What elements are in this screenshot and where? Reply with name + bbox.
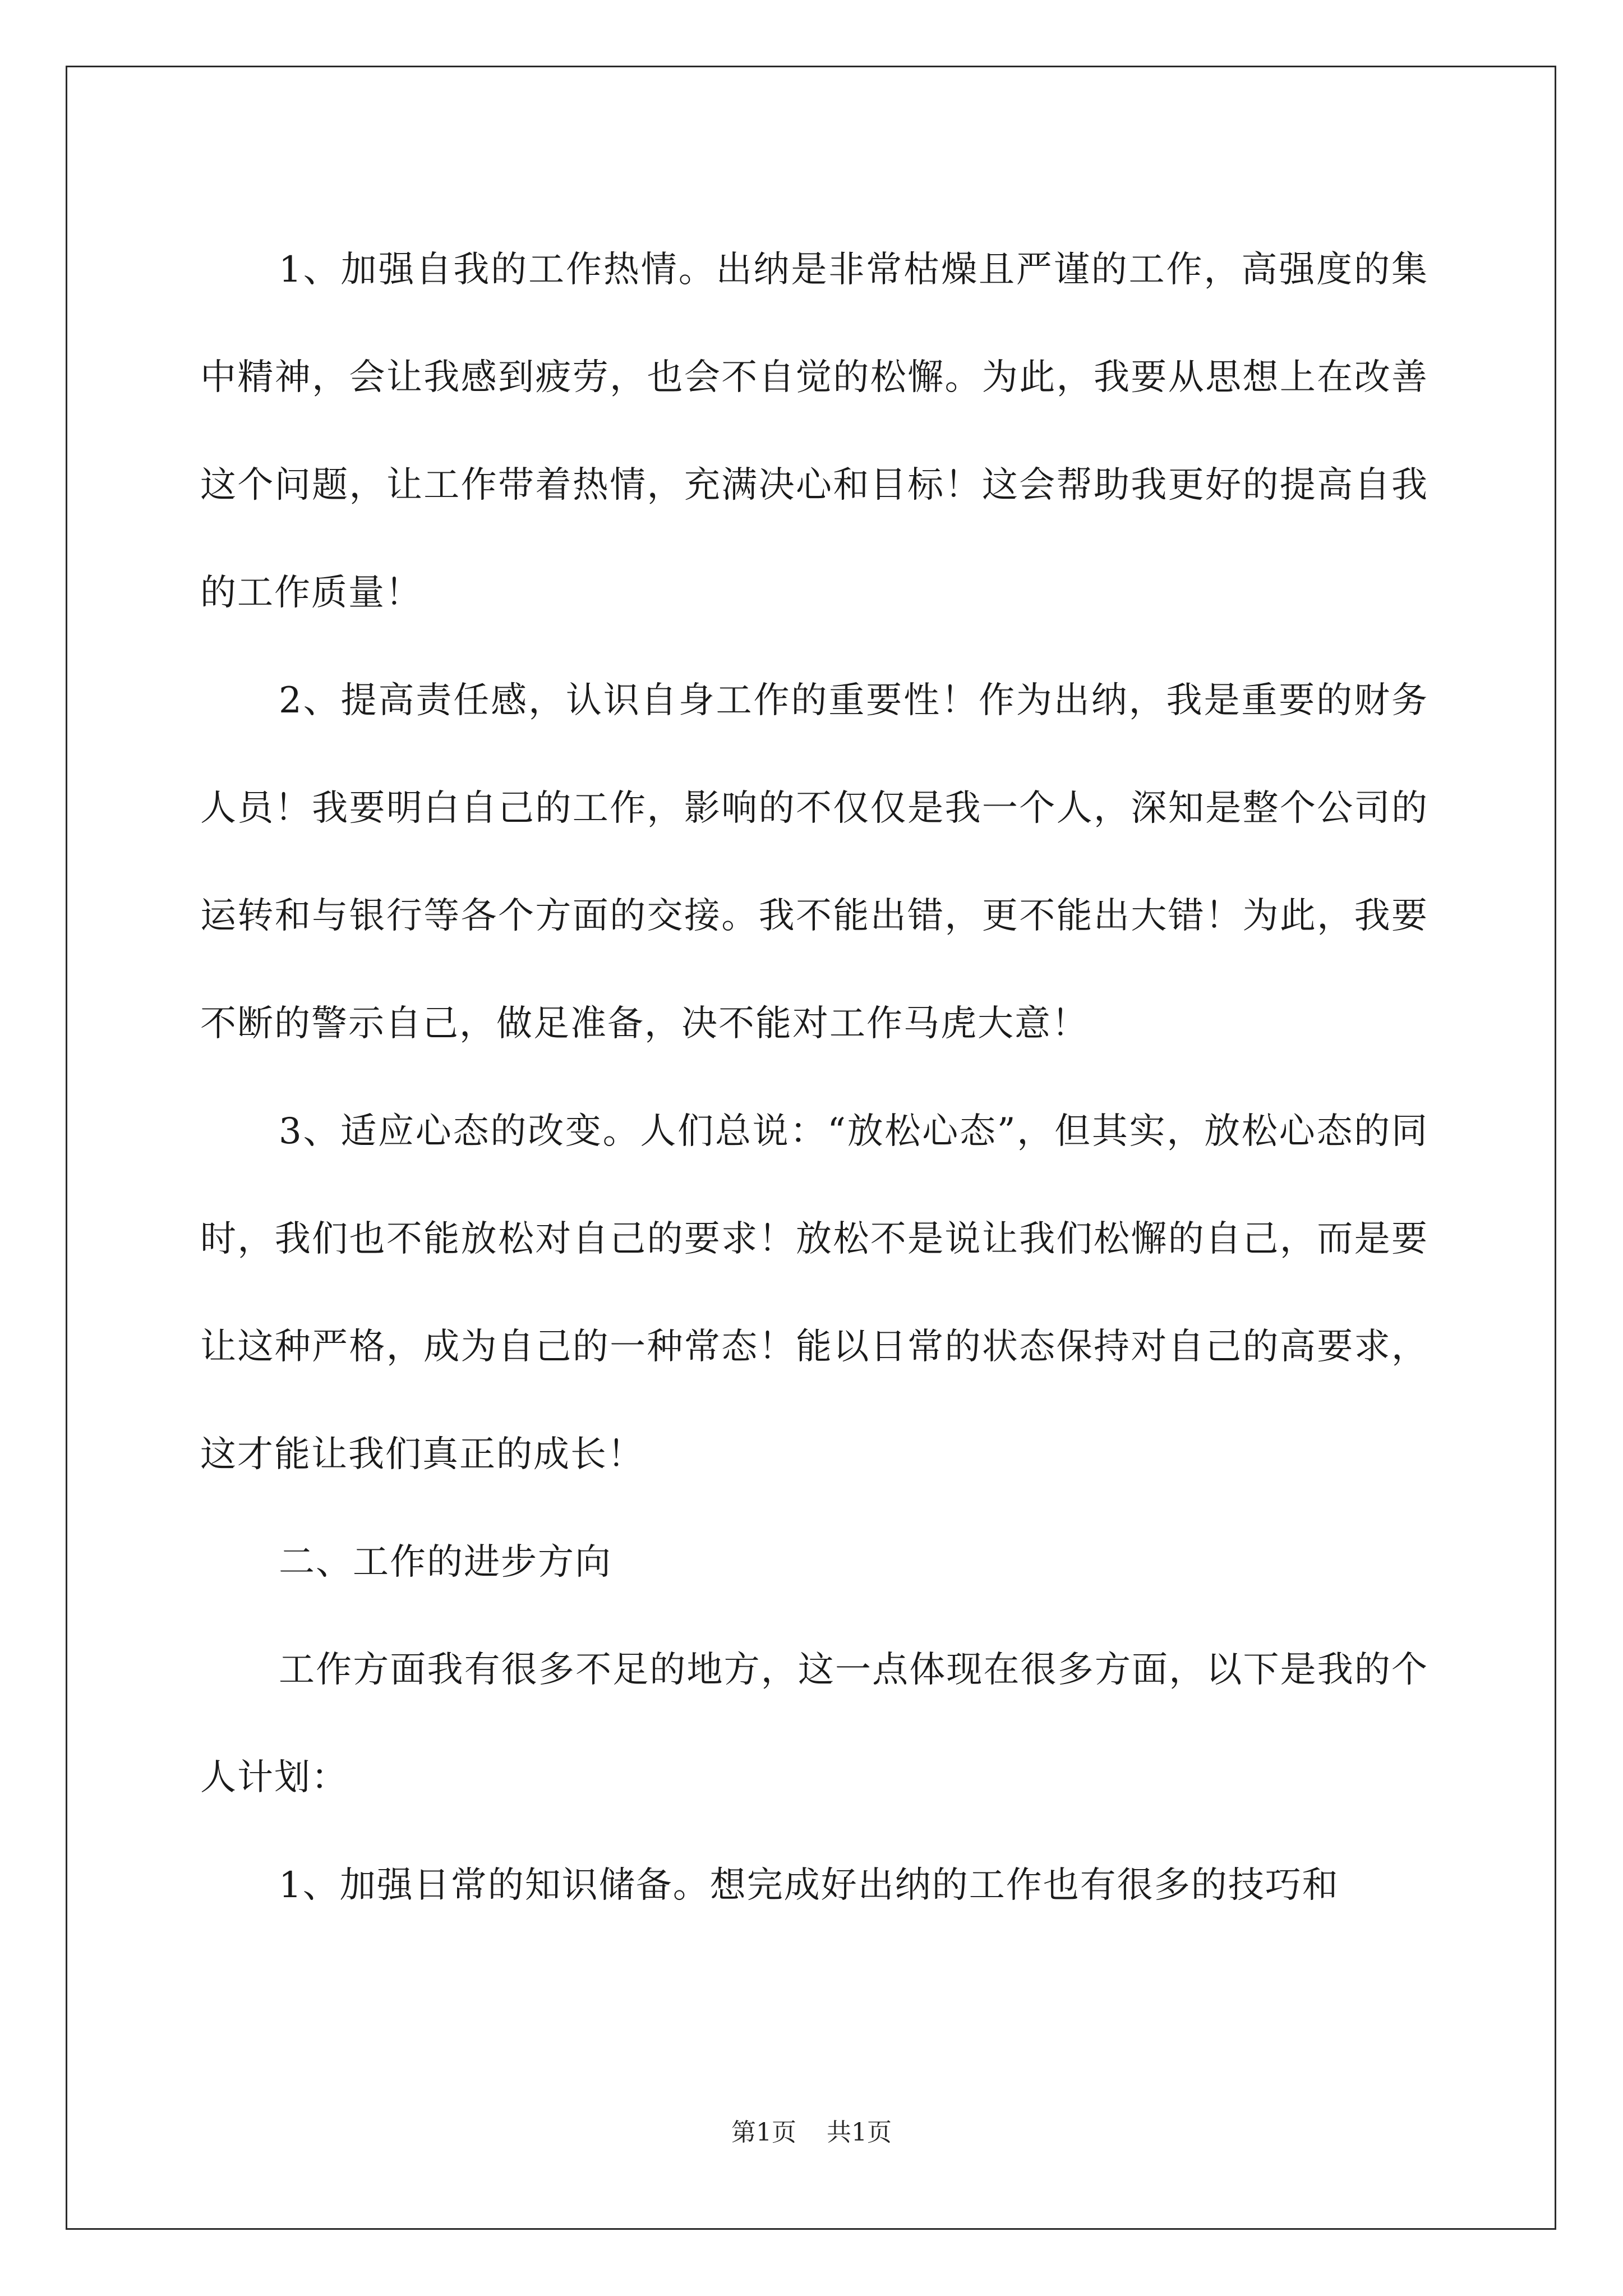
paragraph-work-enthusiasm: 1、加强自我的工作热情。出纳是非常枯燥且严谨的工作，高强度的集中精神，会让我感到疲劳，也会不自觉的松懈。为此，我要从思想上在改善这个问题，让工作带着热情，充满决心和目标！这会帮助我更好的提高自我的工作质量！: [200, 249, 1428, 614]
paragraph-improvement-intro: 工作方面我有很多不足的地方，这一点体现在很多方面，以下是我的个人计划：: [200, 1649, 1428, 1798]
page-total: 共1页: [827, 2118, 892, 2147]
paragraph-knowledge: 1、加强日常的知识储备。想完成好出纳的工作也有很多的技巧和: [279, 1865, 1339, 1906]
section-heading: 二、工作的进步方向: [279, 1542, 612, 1583]
page-footer: [0, 2116, 1623, 2150]
document-body: [200, 216, 1428, 1939]
paragraph-responsibility: 2、提高责任感，认识自身工作的重要性！作为出纳，我是重要的财务人员！我要明白自己的工作，影响的不仅仅是我一个人，深知是整个公司的运转和与银行等各个方面的交接。我不能出错，更不能出大错！为此，我要不断的警示自己，做足准备，决不能对工作马虎大意！: [200, 680, 1428, 1045]
page-number: 第1页: [731, 2118, 796, 2147]
paragraph-mindset: 3、适应心态的改变。人们总说：“放松心态”，但其实，放松心态的同时，我们也不能放松对自己的要求！放松不是说让我们松懈的自己，而是要让这种严格，成为自己的一种常态！能以日常的状态保持对自己的高要求，这才能让我们真正的成长！: [200, 1111, 1428, 1475]
